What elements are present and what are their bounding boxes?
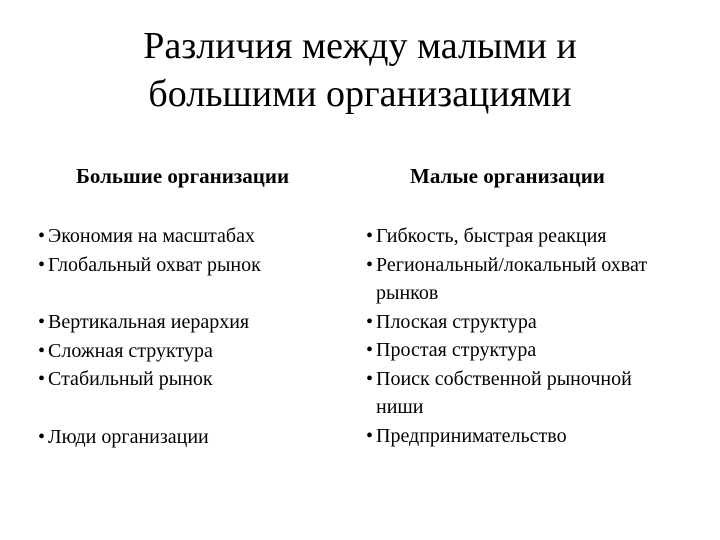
list-item: • Поиск собственной рыночной ниши <box>366 365 666 422</box>
list-item: • Предпринимательство <box>366 422 666 451</box>
small-organizations-header: Малые организации <box>410 164 605 188</box>
slide-title-line-1: Различия между малыми и <box>143 25 577 67</box>
large-organizations-list <box>38 222 348 451</box>
large-organizations-header: Большие организации <box>76 164 290 188</box>
list-item: • Гибкость, быстрая реакция <box>366 222 666 251</box>
list-item: • Плоская структура <box>366 308 666 337</box>
slide-title <box>0 22 720 118</box>
list-item: • Стабильный рынок <box>38 365 348 394</box>
list-item: • Экономия на масштабах <box>38 222 348 251</box>
list-item: • Вертикальная иерархия <box>38 308 348 337</box>
slide-title-line-2: большими организациями <box>148 73 572 115</box>
small-organizations-list <box>366 222 666 450</box>
list-item: • Люди организации <box>38 423 348 452</box>
list-item: • Региональный/локальный охват рынков <box>366 251 666 308</box>
list-item: • Простая структура <box>366 336 666 365</box>
list-item: • Сложная структура <box>38 337 348 366</box>
list-item: • Глобальный охват рынок <box>38 251 348 280</box>
